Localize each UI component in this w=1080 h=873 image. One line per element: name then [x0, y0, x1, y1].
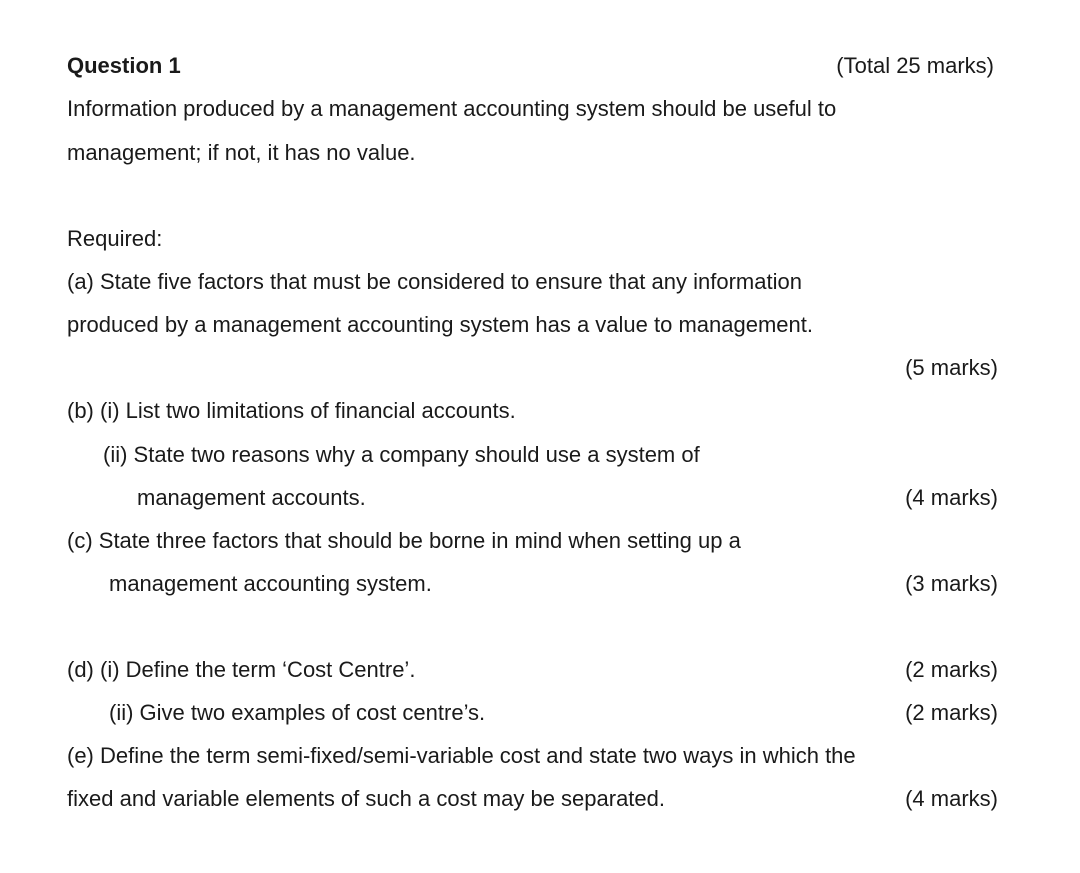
part-c-line-1: (c) State three factors that should be borne in mind when setting up a: [67, 528, 741, 553]
part-d-ii-marks: (2 marks): [905, 700, 998, 725]
intro-line-1: Information produced by a management accounting system should be useful to: [67, 96, 837, 121]
part-d-i-marks: (2 marks): [905, 657, 998, 682]
part-c-marks: (3 marks): [905, 571, 998, 596]
part-b-ii-line-1: (ii) State two reasons why a company should use a system of: [103, 442, 700, 467]
part-c-line-2: management accounting system.: [109, 571, 432, 596]
question-title: Question 1: [67, 53, 181, 78]
part-e-marks: (4 marks): [905, 786, 998, 811]
part-b-ii-line-2: management accounts.: [137, 485, 366, 510]
question-total-marks: (Total 25 marks): [836, 53, 994, 78]
part-a-marks: (5 marks): [905, 355, 998, 380]
required-label: Required:: [67, 226, 163, 251]
intro-line-2: management; if not, it has no value.: [67, 140, 416, 165]
part-d-i: (d) (i) Define the term ‘Cost Centre’.: [67, 657, 416, 682]
part-d-ii: (ii) Give two examples of cost centre’s.: [109, 700, 486, 725]
part-a-line-1: (a) State five factors that must be considered to ensure that any information: [67, 269, 802, 294]
part-e-line-2: fixed and variable elements of such a cost may be separated.: [67, 786, 666, 811]
part-e-line-1: (e) Define the term semi-fixed/semi-variable cost and state two ways in which the: [67, 743, 856, 768]
part-a-line-2: produced by a management accounting system has a value to management.: [67, 312, 814, 337]
part-b-marks: (4 marks): [905, 485, 998, 510]
part-b-i: (b) (i) List two limitations of financial accounts.: [67, 398, 516, 423]
